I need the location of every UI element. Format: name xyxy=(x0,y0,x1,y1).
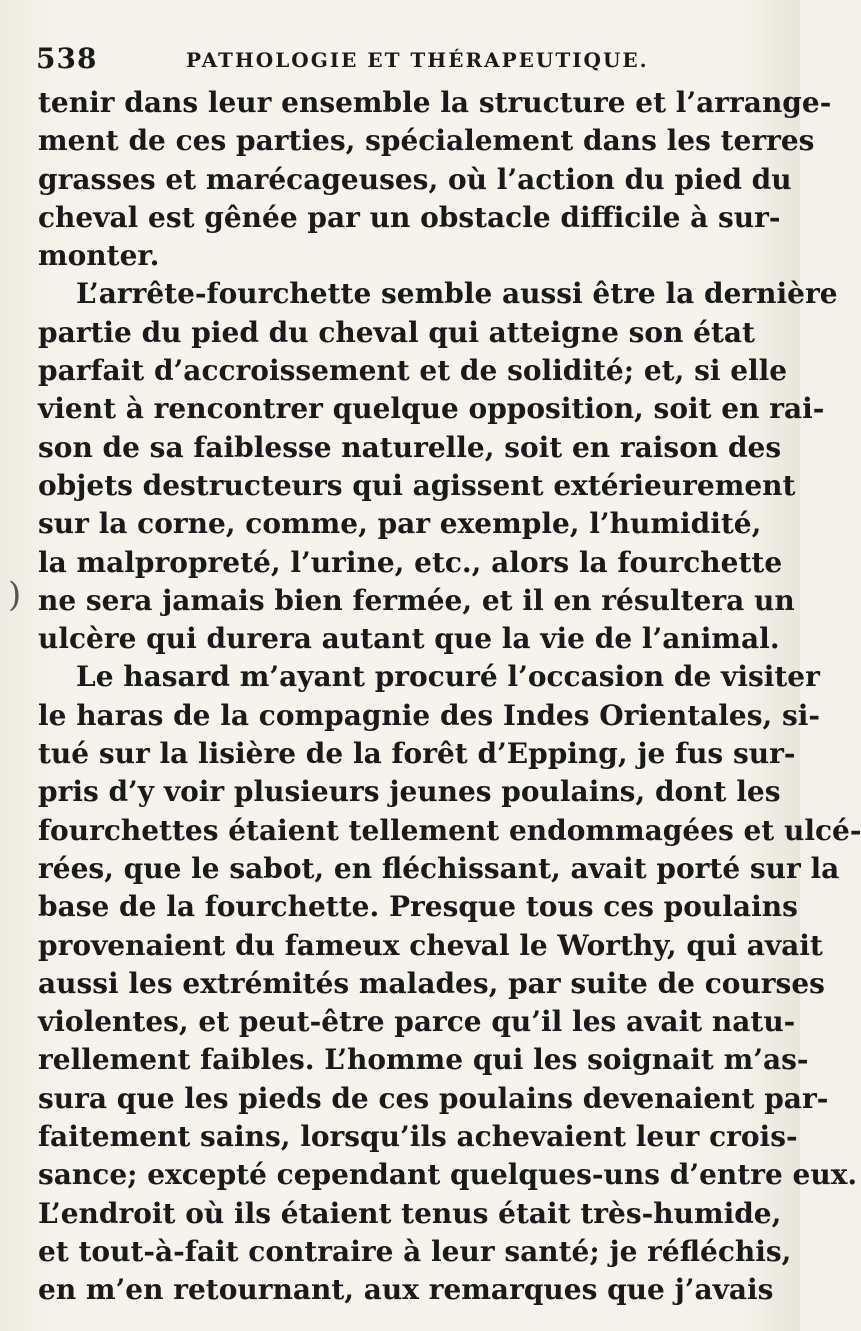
text-line: base de la fourchette. Presque tous ces poulains xyxy=(38,890,798,924)
text-line: la malpropreté, l’urine, etc., alors la fourchette xyxy=(38,545,783,579)
margin-bracket-mark: ) xyxy=(8,575,22,615)
text-line: fourchettes étaient tellement endommagées et ulcé- xyxy=(38,813,861,847)
text-line: sur la corne, comme, par exemple, l’humidité, xyxy=(38,507,762,541)
text-line: et tout-à-fait contraire à leur santé; je réfléchis, xyxy=(38,1234,792,1268)
text-line: grasses et marécageuses, où l’action du pied du xyxy=(38,162,792,196)
text-line: le haras de la compagnie des Indes Orientales, si- xyxy=(38,698,821,732)
text-line: vient à rencontrer quelque opposition, soit en rai- xyxy=(38,392,825,426)
page-number: 538 xyxy=(36,42,98,75)
text-line: ne sera jamais bien fermée, et il en résultera un xyxy=(38,583,795,617)
text-line: L’endroit où ils étaient tenus était très-humide, xyxy=(38,1196,782,1230)
text-line: tenir dans leur ensemble la structure et l’arrange- xyxy=(38,86,832,119)
text-line: ment de ces parties, spécialement dans les terres xyxy=(38,124,815,158)
text-line: sance; excepté cependant quelques-uns d’entre eux. xyxy=(38,1158,858,1192)
text-line: en m’en retournant, aux remarques que j’avais xyxy=(38,1273,774,1307)
text-line: Le hasard m’ayant procuré l’occasion de visiter xyxy=(76,660,820,694)
text-line: son de sa faiblesse naturelle, soit en raison des xyxy=(38,430,782,464)
text-line: tué sur la lisière de la forêt d’Epping, je fus sur- xyxy=(38,737,796,771)
text-line: rellement faibles. L’homme qui les soignait m’as- xyxy=(38,1043,809,1077)
body-text xyxy=(38,84,861,1310)
text-line: faitement sains, lorsqu’ils achevaient leur crois- xyxy=(38,1120,798,1154)
text-line: violentes, et peut-être parce qu’il les avait natu- xyxy=(38,1005,796,1039)
page-header xyxy=(36,42,736,82)
text-line: monter. xyxy=(38,239,160,273)
running-head: PATHOLOGIE ET THÉRAPEUTIQUE. xyxy=(186,48,649,72)
text-line: ulcère qui durera autant que la vie de l’animal. xyxy=(38,622,780,656)
text-line: pris d’y voir plusieurs jeunes poulains, dont les xyxy=(38,775,781,809)
text-line: provenaient du fameux cheval le Worthy, qui avait xyxy=(38,928,823,962)
text-line: cheval est gênée par un obstacle difficile à sur- xyxy=(38,200,781,234)
text-line: objets destructeurs qui agissent extérieurement xyxy=(38,468,796,502)
text-line: partie du pied du cheval qui atteigne son état xyxy=(38,315,755,349)
text-line: L’arrête-fourchette semble aussi être la dernière xyxy=(76,277,838,311)
text-line: rées, que le sabot, en fléchissant, avait porté sur la xyxy=(38,851,840,885)
text-line: parfait d’accroissement et de solidité; et, si elle xyxy=(38,354,788,388)
text-line: sura que les pieds de ces poulains devenaient par- xyxy=(38,1081,829,1115)
text-line: aussi les extrémités malades, par suite de courses xyxy=(38,966,825,1000)
